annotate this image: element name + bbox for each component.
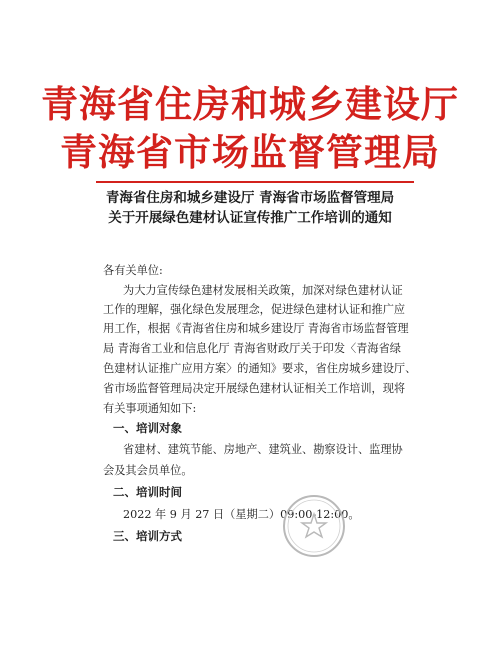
- section-1-line: 省建材、建筑节能、房地产、建筑业、勘察设计、监理协: [123, 443, 403, 456]
- issuer-header-line-2: 青海省市场监督管理局: [60, 130, 440, 174]
- official-seal-icon: [282, 494, 346, 558]
- section-2-text: 2022 年 9 月 27 日（星期二）09:00-12:00。: [123, 508, 360, 521]
- intro-line: 色建材认证推广应用方案〉的通知》要求，省住房城乡建设厅、: [103, 362, 417, 375]
- intro-line: 用工作，根据《青海省住房和城乡建设厅 青海省市场监督管理: [103, 322, 409, 335]
- notice-title-line-2: 关于开展绿色建材认证宣传推广工作培训的通知: [108, 210, 392, 226]
- section-3-title: 三、培训方式: [113, 529, 182, 543]
- red-separator-line: [96, 181, 414, 183]
- issuer-header-line-1: 青海省住房和城乡建设厅: [41, 82, 459, 126]
- intro-line: 局 青海省工业和信息化厅 青海省财政厅关于印发〈青海省绿: [103, 342, 401, 355]
- salutation: 各有关单位:: [103, 264, 163, 277]
- section-1-title: 一、培训对象: [113, 421, 182, 435]
- intro-line: 省市场监督管理局决定开展绿色建材认证相关工作培训，现将: [103, 382, 406, 395]
- intro-line: 工作的理解，强化绿色发展理念，促进绿色建材认证和推广应: [103, 303, 406, 316]
- notice-title-line-1: 青海省住房和城乡建设厅 青海省市场监督管理局: [105, 190, 395, 206]
- intro-line: 有关事项通知如下:: [103, 402, 197, 415]
- intro-line: 为大力宣传绿色建材发展相关政策，加深对绿色建材认证: [123, 284, 403, 297]
- section-1-line: 会及其会员单位。: [103, 464, 193, 477]
- section-2-title: 二、培训时间: [113, 485, 182, 499]
